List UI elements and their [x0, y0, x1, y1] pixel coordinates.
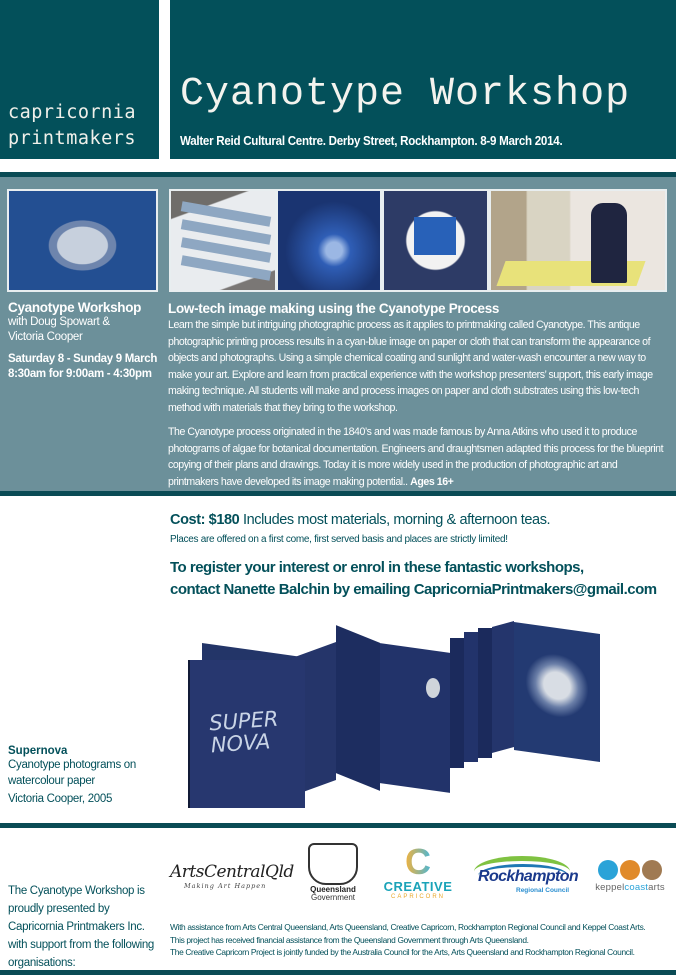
venue-date-line: Walter Reid Cultural Centre. Derby Street, Rockhampton. 8-9 March 2014. — [180, 134, 563, 148]
photo-horn-player — [276, 189, 382, 292]
org-logo-text — [8, 100, 136, 152]
creative-word: CREATIVE — [383, 879, 453, 894]
creative-c-icon: C — [378, 845, 458, 879]
photo-cloth-bundle — [382, 189, 489, 292]
artwork-description: Cyanotype photograms on watercolour paper — [8, 759, 136, 787]
book-cover — [190, 660, 305, 808]
places-notice: Places are offered on a first come, first served basis and places are strictly limited! — [170, 534, 508, 545]
register-line1: To register your interest or enrol in these fantastic workshops, — [170, 559, 584, 576]
cloth-image-decor — [414, 217, 456, 255]
cover-line2: NOVA — [210, 729, 272, 758]
qld-government: Government — [310, 893, 356, 902]
bottom-divider — [0, 970, 676, 975]
assist-line3: The Creative Capricorn Project is jointly funded by the Australia Council for the Arts, Arts Queensland and Rockhampton Regional Council. — [170, 947, 635, 957]
presenters-line2: Victoria Cooper — [8, 331, 83, 343]
arts-central-qld-logo — [170, 862, 295, 890]
keppel-icons — [582, 860, 678, 880]
title-banner — [170, 0, 676, 159]
book-page — [336, 625, 380, 791]
age-requirement: Ages 16+ — [410, 475, 454, 488]
book-page — [464, 632, 478, 762]
dates-line2: 8:30am for 9:00am - 4:30pm — [8, 368, 152, 380]
photo-workshop — [489, 189, 667, 292]
keppel-coast-arts-logo — [582, 860, 678, 893]
rockhampton-council-logo — [472, 856, 579, 900]
register-contact[interactable]: contact Nanette Balchin by emailing CapricorniaPrintmakers@gmail.com — [170, 581, 657, 598]
page-title: Cyanotype Workshop — [180, 72, 631, 117]
workshop-title: Cyanotype Workshop — [8, 300, 142, 315]
book-page — [450, 638, 464, 768]
book-page — [478, 628, 492, 758]
history-text: The Cyanotype process originated in the 1840’s and was made famous by Anna Atkins who used it to produce photograms of algae for botanical documentation. Engineers and draughtsmen adapted this process for the blueprint copying of their plans and drawings. Today it is more widely used in the production of photographic art and printmakers have developed its image making potential.. — [168, 426, 664, 488]
photo-cyanotype-strips — [169, 189, 277, 292]
presented-by-text: The Cyanotype Workshop is proudly presented by Capricornia Printmakers Inc. with support from the following organisations: — [8, 885, 155, 969]
description-paragraph-1: Learn the simple but intriguing photographic process as it applies to printmaking called Cyanotype. This antique photographic printing process results in a cyan-blue image on paper or cloth that can transform the appearance of objects and photographs. Using a simple chemical coating and sunlight and water-wash encounter a new way to make your art. Explore and learn from practical experience with the workshop presenters’ support, this early image making technique. All students will make and process images on paper and cloth substrates using this low-tech method with materials that they bring to the workshop. — [168, 319, 653, 414]
artwork-title: Supernova — [8, 745, 68, 757]
org-name-line2: printmakers — [8, 128, 137, 149]
creative-capricorn-logo — [378, 841, 458, 900]
workshop-description — [168, 301, 668, 490]
rockhampton-name: Rockhampton — [478, 868, 579, 885]
photo-table-setting — [7, 189, 158, 292]
cost-includes: Includes most materials, morning & afternoon teas. — [239, 512, 551, 528]
capricorn-word: CAPRICORN — [390, 894, 445, 900]
workshop-dates — [8, 352, 158, 382]
paintbrush-icon — [620, 860, 640, 880]
register-info — [170, 557, 670, 601]
artwork-artist: Victoria Cooper, 2005 — [8, 793, 113, 805]
book-page — [492, 621, 514, 753]
assist-line1: With assistance from Arts Central Queensland, Arts Queensland, Creative Capricorn, Rockhampton Regional Council and Keppel Coast Arts. — [170, 922, 646, 932]
cost-line — [170, 512, 670, 528]
music-note-icon — [598, 860, 618, 880]
supernova-artwork-image — [190, 620, 610, 808]
rockhampton-sub: Regional Council — [516, 887, 570, 894]
book-cover-title — [209, 708, 281, 757]
arts-central-tagline: Making Art Happen — [184, 882, 267, 890]
description-heading: Low-tech image making using the Cyanotype Process — [168, 301, 500, 316]
keppel-name — [582, 882, 678, 893]
arts-central-name: ArtsCentralQld — [170, 862, 294, 882]
book-page — [380, 643, 450, 793]
description-paragraph-2 — [168, 424, 668, 490]
org-name-line1: capricornia — [8, 102, 137, 123]
arts-word: arts — [648, 882, 665, 893]
qld-name: Queensland — [310, 885, 356, 894]
artwork-caption — [8, 745, 168, 805]
divider — [0, 823, 676, 828]
coat-of-arms-icon — [308, 843, 358, 885]
info-band — [0, 172, 676, 496]
cover-line1: SUPER — [208, 706, 280, 736]
assist-line2: This project has received financial assistance from the Queensland Government through Arts Queensland. — [170, 934, 529, 945]
workshop-summary — [8, 300, 158, 382]
dates-line1: Saturday 8 - Sunday 9 March — [8, 353, 158, 365]
queensland-government-logo — [305, 843, 361, 902]
cost-section — [170, 512, 670, 601]
keppel-word: keppel — [595, 882, 625, 893]
presenters — [8, 315, 158, 345]
org-logo-block — [0, 0, 159, 159]
moon-decor — [426, 678, 440, 698]
cost-price: Cost: $180 — [170, 512, 240, 528]
person-decor — [591, 203, 627, 283]
book-page-nebula — [514, 622, 600, 762]
theatre-mask-icon — [642, 860, 662, 880]
presenters-line1: with Doug Spowart & — [8, 316, 110, 328]
funding-acknowledgement — [170, 921, 680, 959]
coast-word: coast — [624, 882, 649, 893]
